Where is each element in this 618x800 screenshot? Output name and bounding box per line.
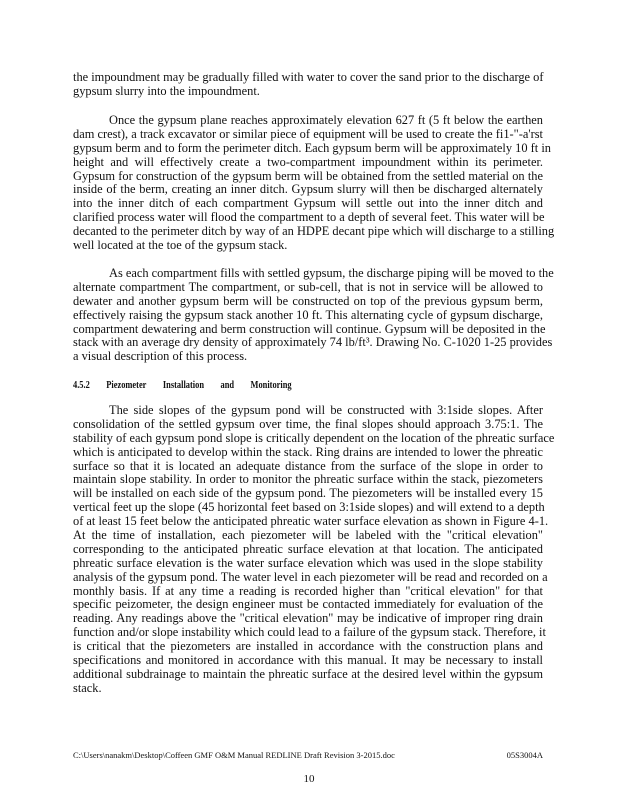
page-number: 10 — [303, 773, 315, 785]
section-heading — [73, 380, 306, 391]
text-line: specific peizometer, the design engineer must be contacted immediately for evaluation of the — [73, 597, 543, 612]
text-line: decanted to the perimeter ditch by way of an HDPE decant pipe which will discharge to a stilling — [73, 224, 555, 239]
text-line: function and/or slope instability which could lead to a failure of the gypsum stack. Therefore, it — [73, 625, 546, 640]
text-line: well located at the toe of the gypsum stack. — [73, 238, 288, 253]
paragraph-compartment — [73, 266, 554, 364]
text-line: will be installed on each side of the gypsum pond. The piezometers will be installed every 15 — [73, 486, 543, 501]
text-line: alternate compartment The compartment, or sub-cell, that is not in service will be allowed to — [73, 279, 543, 294]
text-line: clarified process water will flood the compartment to a depth of several feet. This water will be — [73, 210, 545, 225]
text-line: stack with an average dry density of approximately 74 lb/ft³. Drawing No. C-1020 1-25 provides — [73, 335, 553, 350]
text-line: dam crest), a track excavator or similar piece of equipment will be used to create the fi1-"-a'rst — [73, 126, 543, 141]
heading-word: and — [220, 380, 235, 391]
text-line: specifications and monitored in accordance with this manual. It may be necessary to install — [73, 653, 543, 668]
section-number: 4.5.2 — [73, 380, 90, 391]
text-line: stack. — [73, 680, 102, 695]
footer-document-code: 05S3004A — [506, 750, 543, 760]
text-line: effectively raising the gypsum stack another 10 ft. This alternating cycle of gypsum discharge, — [73, 307, 543, 322]
heading-word: Monitoring — [250, 380, 292, 391]
text-line: height and will effectively create a two-compartment impoundment within its perimeter. — [73, 154, 543, 169]
text-line: monthly basis. If at any time a reading is recorded higher than "critical elevation" for that — [73, 583, 543, 598]
paragraph-intro — [73, 71, 543, 99]
heading-word: Installation — [162, 380, 204, 391]
text-line: inside of the berm, creating an inner ditch. Gypsum slurry will then be discharged alternately — [73, 182, 543, 197]
text-line: The side slopes of the gypsum pond will be constructed with 3:1side slopes. After — [109, 403, 543, 417]
text-line: reading. Any readings above the "critical elevation" may be indicative of improper ring drain — [73, 611, 543, 626]
text-line: the impoundment may be gradually filled with water to cover the sand prior to the discharge of — [73, 70, 544, 84]
text-line: of at least 15 feet below the anticipated phreatic water surface elevation as shown in Figure 4-1. — [73, 514, 549, 529]
text-line: stability of each gypsum pond slope is critically dependent on the location of the phreatic surface — [73, 430, 555, 445]
footer-file-path: C:\Users\nanakm\Desktop\Coffeen GMF O&M Manual REDLINE Draft Revision 3-2015.doc — [73, 750, 395, 760]
text-line: vertical feet up the slope (45 horizontal feet based on 3:1side slopes) and will extend to a depth — [73, 500, 545, 515]
text-line: analysis of the gypsum pond. The water level in each piezometer will be read and recorded on a — [73, 569, 548, 584]
text-line: gypsum slurry into the impoundment. — [73, 83, 260, 98]
text-line: At the time of installation, each piezometer will be labeled with the "critical elevation" — [73, 528, 543, 543]
text-line: maintain slope stability. In order to monitor the phreatic surface within the stack, piezometers — [73, 472, 543, 487]
text-line: As each compartment fills with settled gypsum, the discharge piping will be moved to the — [109, 266, 554, 280]
text-line: is critical that the piezometers are installed in accordance with the construction plans and — [73, 639, 543, 654]
paragraph-piezometer — [73, 403, 555, 696]
heading-word: Piezometer — [106, 380, 147, 391]
text-line: Gypsum for construction of the gypsum berm will be obtained from the settled material on the — [73, 168, 543, 183]
text-line: which is anticipated to develop within the stack. Ring drains are intended to lower the phreatic — [73, 444, 543, 459]
paragraph-gypsum-berm — [73, 113, 555, 253]
text-line: into the inner ditch of each compartment Gypsum will settle out into the inner ditch and — [73, 196, 543, 211]
text-line: gypsum berm and to form the perimeter ditch. Each gypsum berm will be approximately 10 ft in — [73, 140, 551, 155]
text-line: additional subdrainage to maintain the phreatic surface at the desired level within the gypsum — [73, 666, 543, 681]
text-line: phreatic surface elevation is the water surface elevation which was used in the slope stability — [73, 555, 543, 570]
text-line: dewater and another gypsum berm will be constructed on top of the previous gypsum berm, — [73, 293, 543, 308]
text-line: consolidation of the settled gypsum over time, the final slopes should approach 3.75:1. The — [73, 416, 543, 431]
text-line: a visual description of this process. — [73, 349, 248, 364]
text-line: Once the gypsum plane reaches approximately elevation 627 ft (5 ft below the earthen — [109, 113, 543, 127]
text-line: corresponding to the anticipated phreatic surface elevation at that location. The anticipated — [73, 541, 543, 556]
text-line: surface so that it is located an adequate distance from the surface of the slope in order to — [73, 458, 543, 473]
text-line: compartment dewatering and berm construction will continue. Gypsum will be deposited in the — [73, 321, 546, 336]
